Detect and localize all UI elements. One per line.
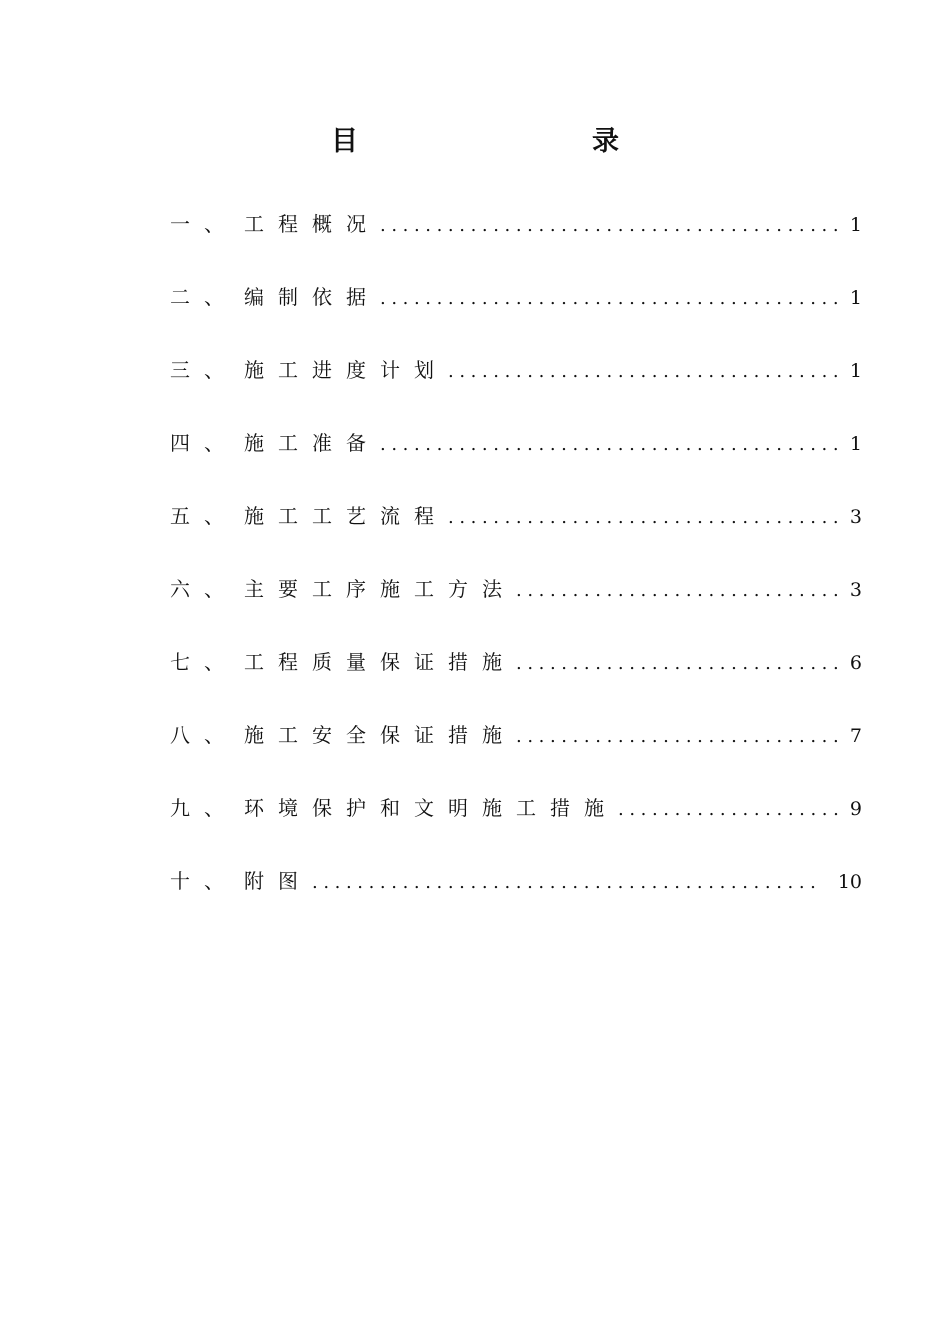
toc-title: 目 录 [331,126,679,157]
toc-entry-number: 三、 [170,358,238,382]
toc-dot-leader [516,719,838,755]
toc-entry [170,352,862,425]
toc-entry [170,863,862,936]
toc-list [170,206,862,936]
toc-entry-page: 1 [849,360,862,382]
toc-entry-title: 施工进度计划 [244,358,448,382]
toc-entry-title: 编制依据 [244,285,380,309]
toc-entry-page: 6 [849,652,862,674]
toc-entry-number: 六、 [170,577,238,601]
toc-entry [170,206,862,279]
toc-entry [170,279,862,352]
toc-entry [170,498,862,571]
toc-entry [170,717,862,790]
toc-entry-number: 九、 [170,796,238,820]
toc-entry-number: 七、 [170,650,238,674]
toc-entry-title: 附图 [244,869,312,893]
toc-entry-page: 1 [849,433,862,455]
toc-entry-page: 3 [849,506,862,528]
toc-entry-title: 施工工艺流程 [244,504,448,528]
toc-dot-leader [380,281,838,317]
toc-entry-title: 施工安全保证措施 [244,723,516,747]
toc-dot-leader [448,354,838,390]
toc-entry-title: 工程概况 [244,212,380,236]
toc-dot-leader [312,865,816,901]
toc-entry-title: 环境保护和文明施工措施 [244,796,618,820]
toc-entry-number: 一、 [170,212,238,236]
toc-entry-number: 八、 [170,723,238,747]
toc-entry-title: 施工准备 [244,431,380,455]
toc-entry-title: 主要工序施工方法 [244,577,516,601]
toc-entry-page: 7 [849,725,862,747]
toc-entry-page: 10 [837,871,862,893]
toc-entry-number: 十、 [170,869,238,893]
toc-entry-number: 五、 [170,504,238,528]
toc-entry-page: 1 [849,214,862,236]
toc-dot-leader [516,573,838,609]
toc-entry-title: 工程质量保证措施 [244,650,516,674]
toc-entry-number: 二、 [170,285,238,309]
toc-dot-leader [516,646,838,682]
toc-dot-leader [448,500,838,536]
toc-entry-page: 3 [849,579,862,601]
toc-entry [170,425,862,498]
toc-entry [170,571,862,644]
toc-entry-page: 1 [849,287,862,309]
toc-entry-page: 9 [849,798,862,820]
toc-entry-number: 四、 [170,431,238,455]
toc-dot-leader [618,792,838,828]
toc-entry [170,644,862,717]
toc-dot-leader [380,208,838,244]
toc-entry [170,790,862,863]
toc-dot-leader [380,427,838,463]
